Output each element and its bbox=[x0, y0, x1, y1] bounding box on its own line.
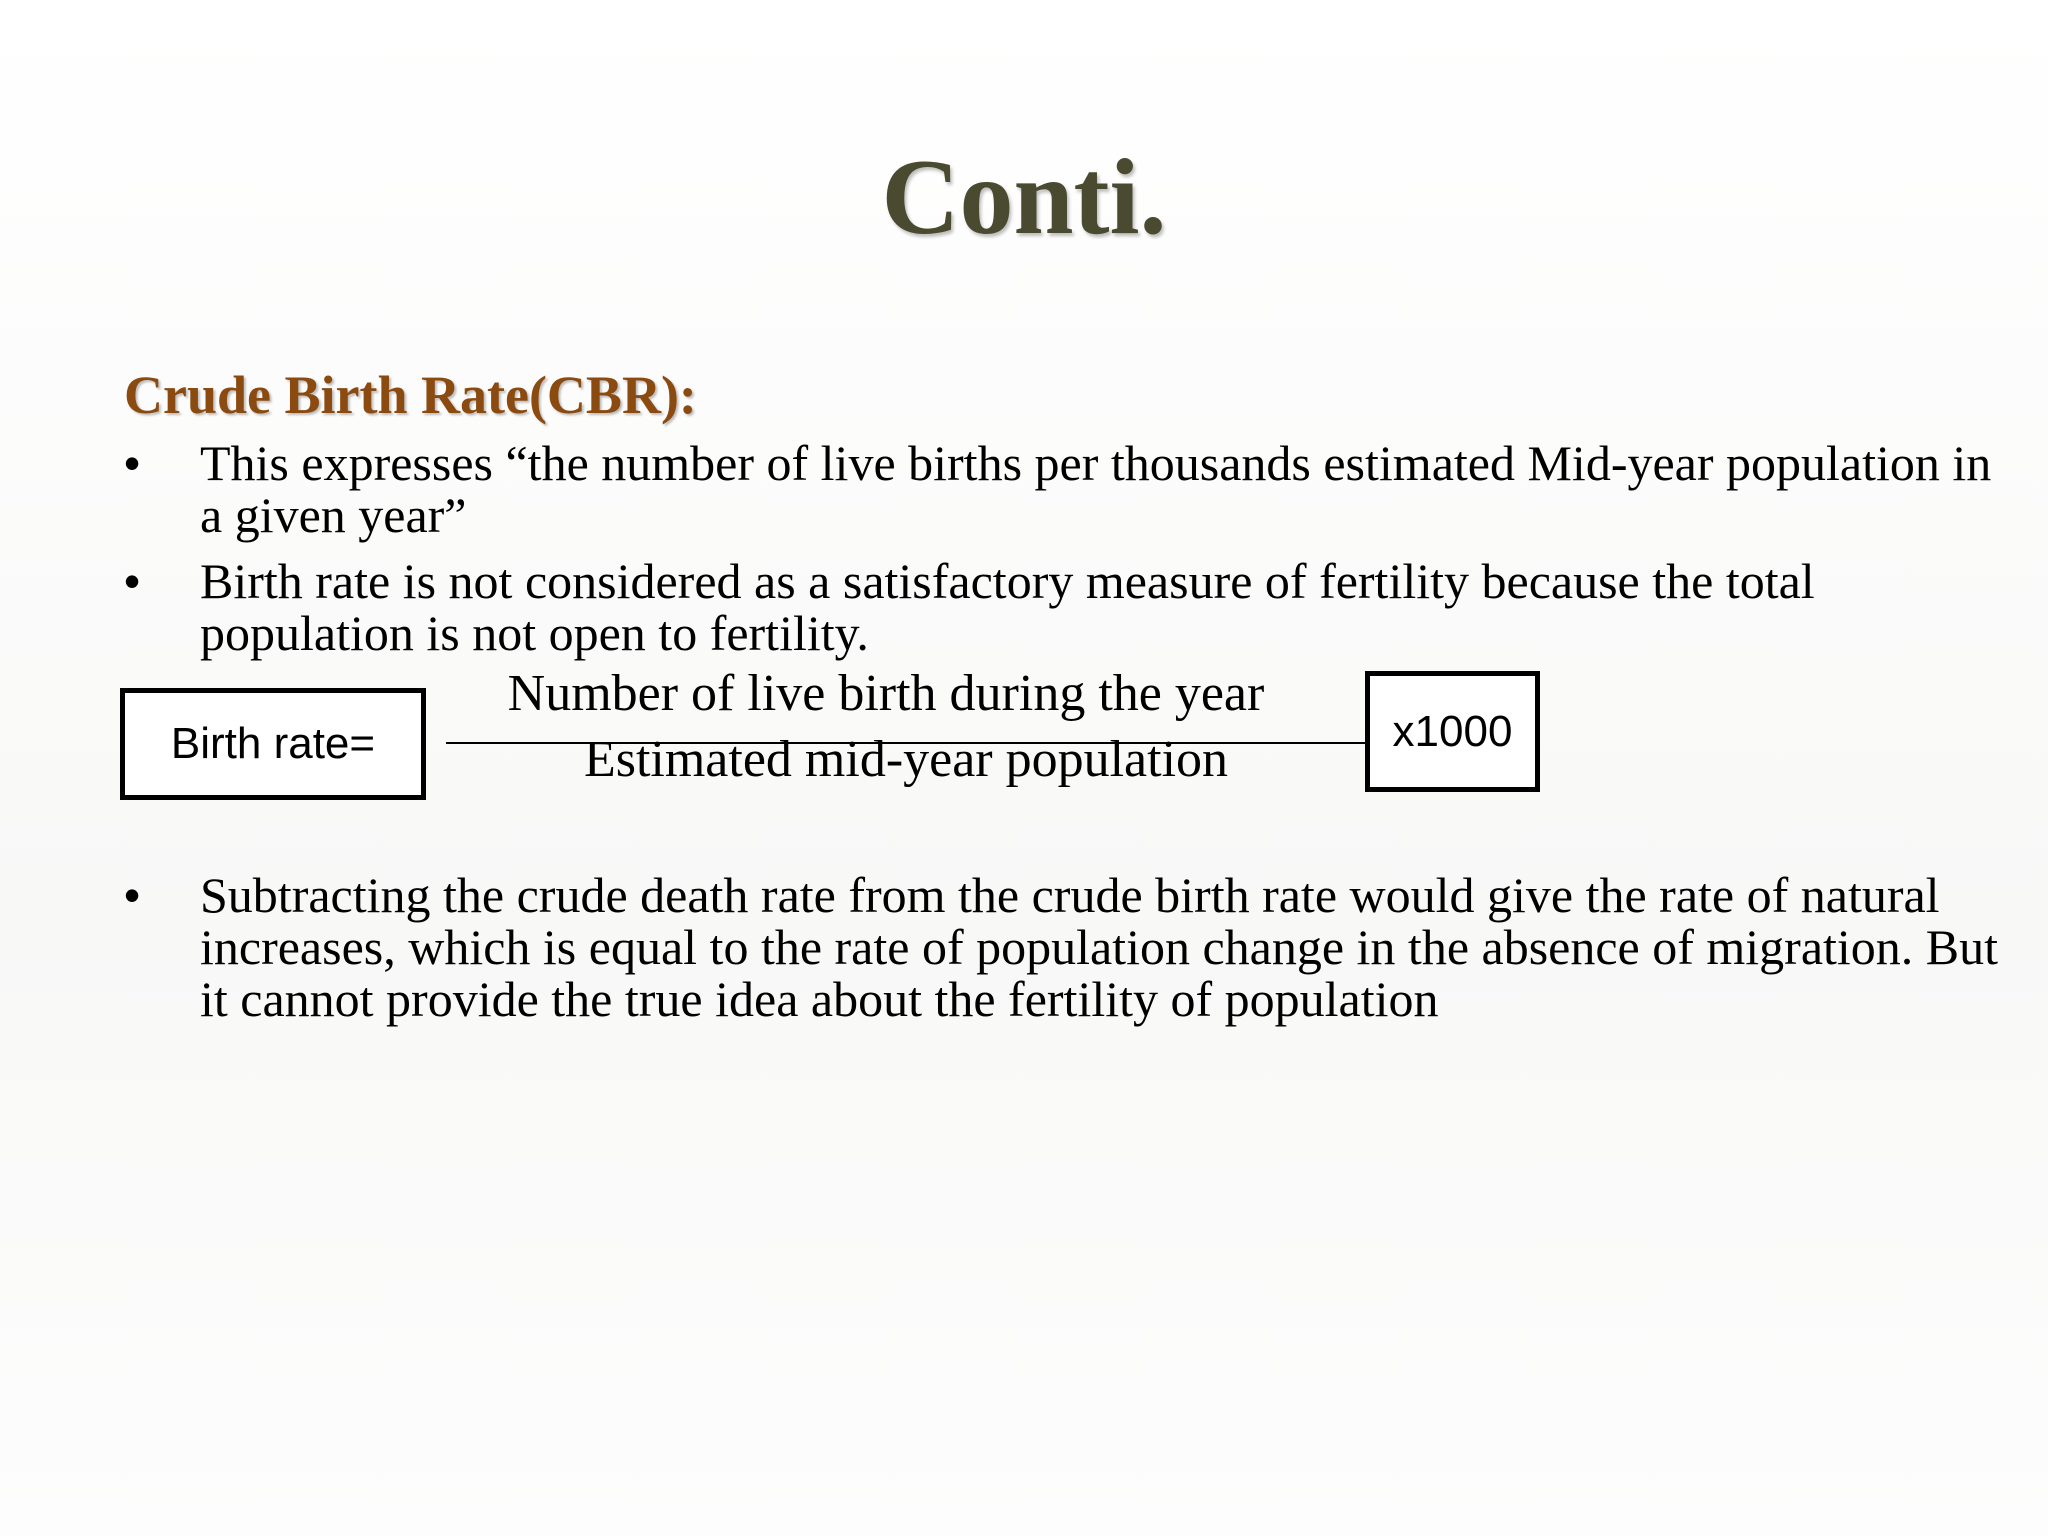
formula-numerator: Number of live birth during the year bbox=[507, 665, 1265, 722]
bullet-text: This expresses “the number of live births per thousands estimated Mid-year population in a given year” bbox=[200, 435, 1992, 543]
bullet-marker: • bbox=[124, 869, 141, 921]
bullet-list-top bbox=[124, 437, 2024, 673]
bullet-text: Birth rate is not considered as a satisfactory measure of fertility because the total population is not open to fertility. bbox=[200, 553, 1815, 661]
bullet-item bbox=[124, 555, 2024, 659]
bullet-item bbox=[124, 869, 2024, 1025]
formula-multiplier-box bbox=[1365, 671, 1540, 792]
formula-label: Birth rate= bbox=[170, 719, 376, 768]
bullet-item bbox=[124, 437, 2024, 541]
formula-multiplier: x1000 bbox=[1392, 706, 1513, 756]
formula-denominator: Estimated mid-year population bbox=[583, 731, 1229, 788]
bullet-marker: • bbox=[124, 555, 141, 607]
formula-label-box bbox=[120, 688, 426, 800]
bullet-list-bottom bbox=[124, 869, 2024, 1039]
section-heading: Crude Birth Rate(CBR): bbox=[124, 365, 697, 425]
bullet-text: Subtracting the crude death rate from the crude birth rate would give the rate of natural increases, which is equal to the rate of population change in the absence of migration. But it cannot provide the true idea about the fertility of population bbox=[200, 867, 1999, 1027]
slide-title: Conti. bbox=[881, 138, 1167, 257]
bullet-marker: • bbox=[124, 437, 141, 489]
